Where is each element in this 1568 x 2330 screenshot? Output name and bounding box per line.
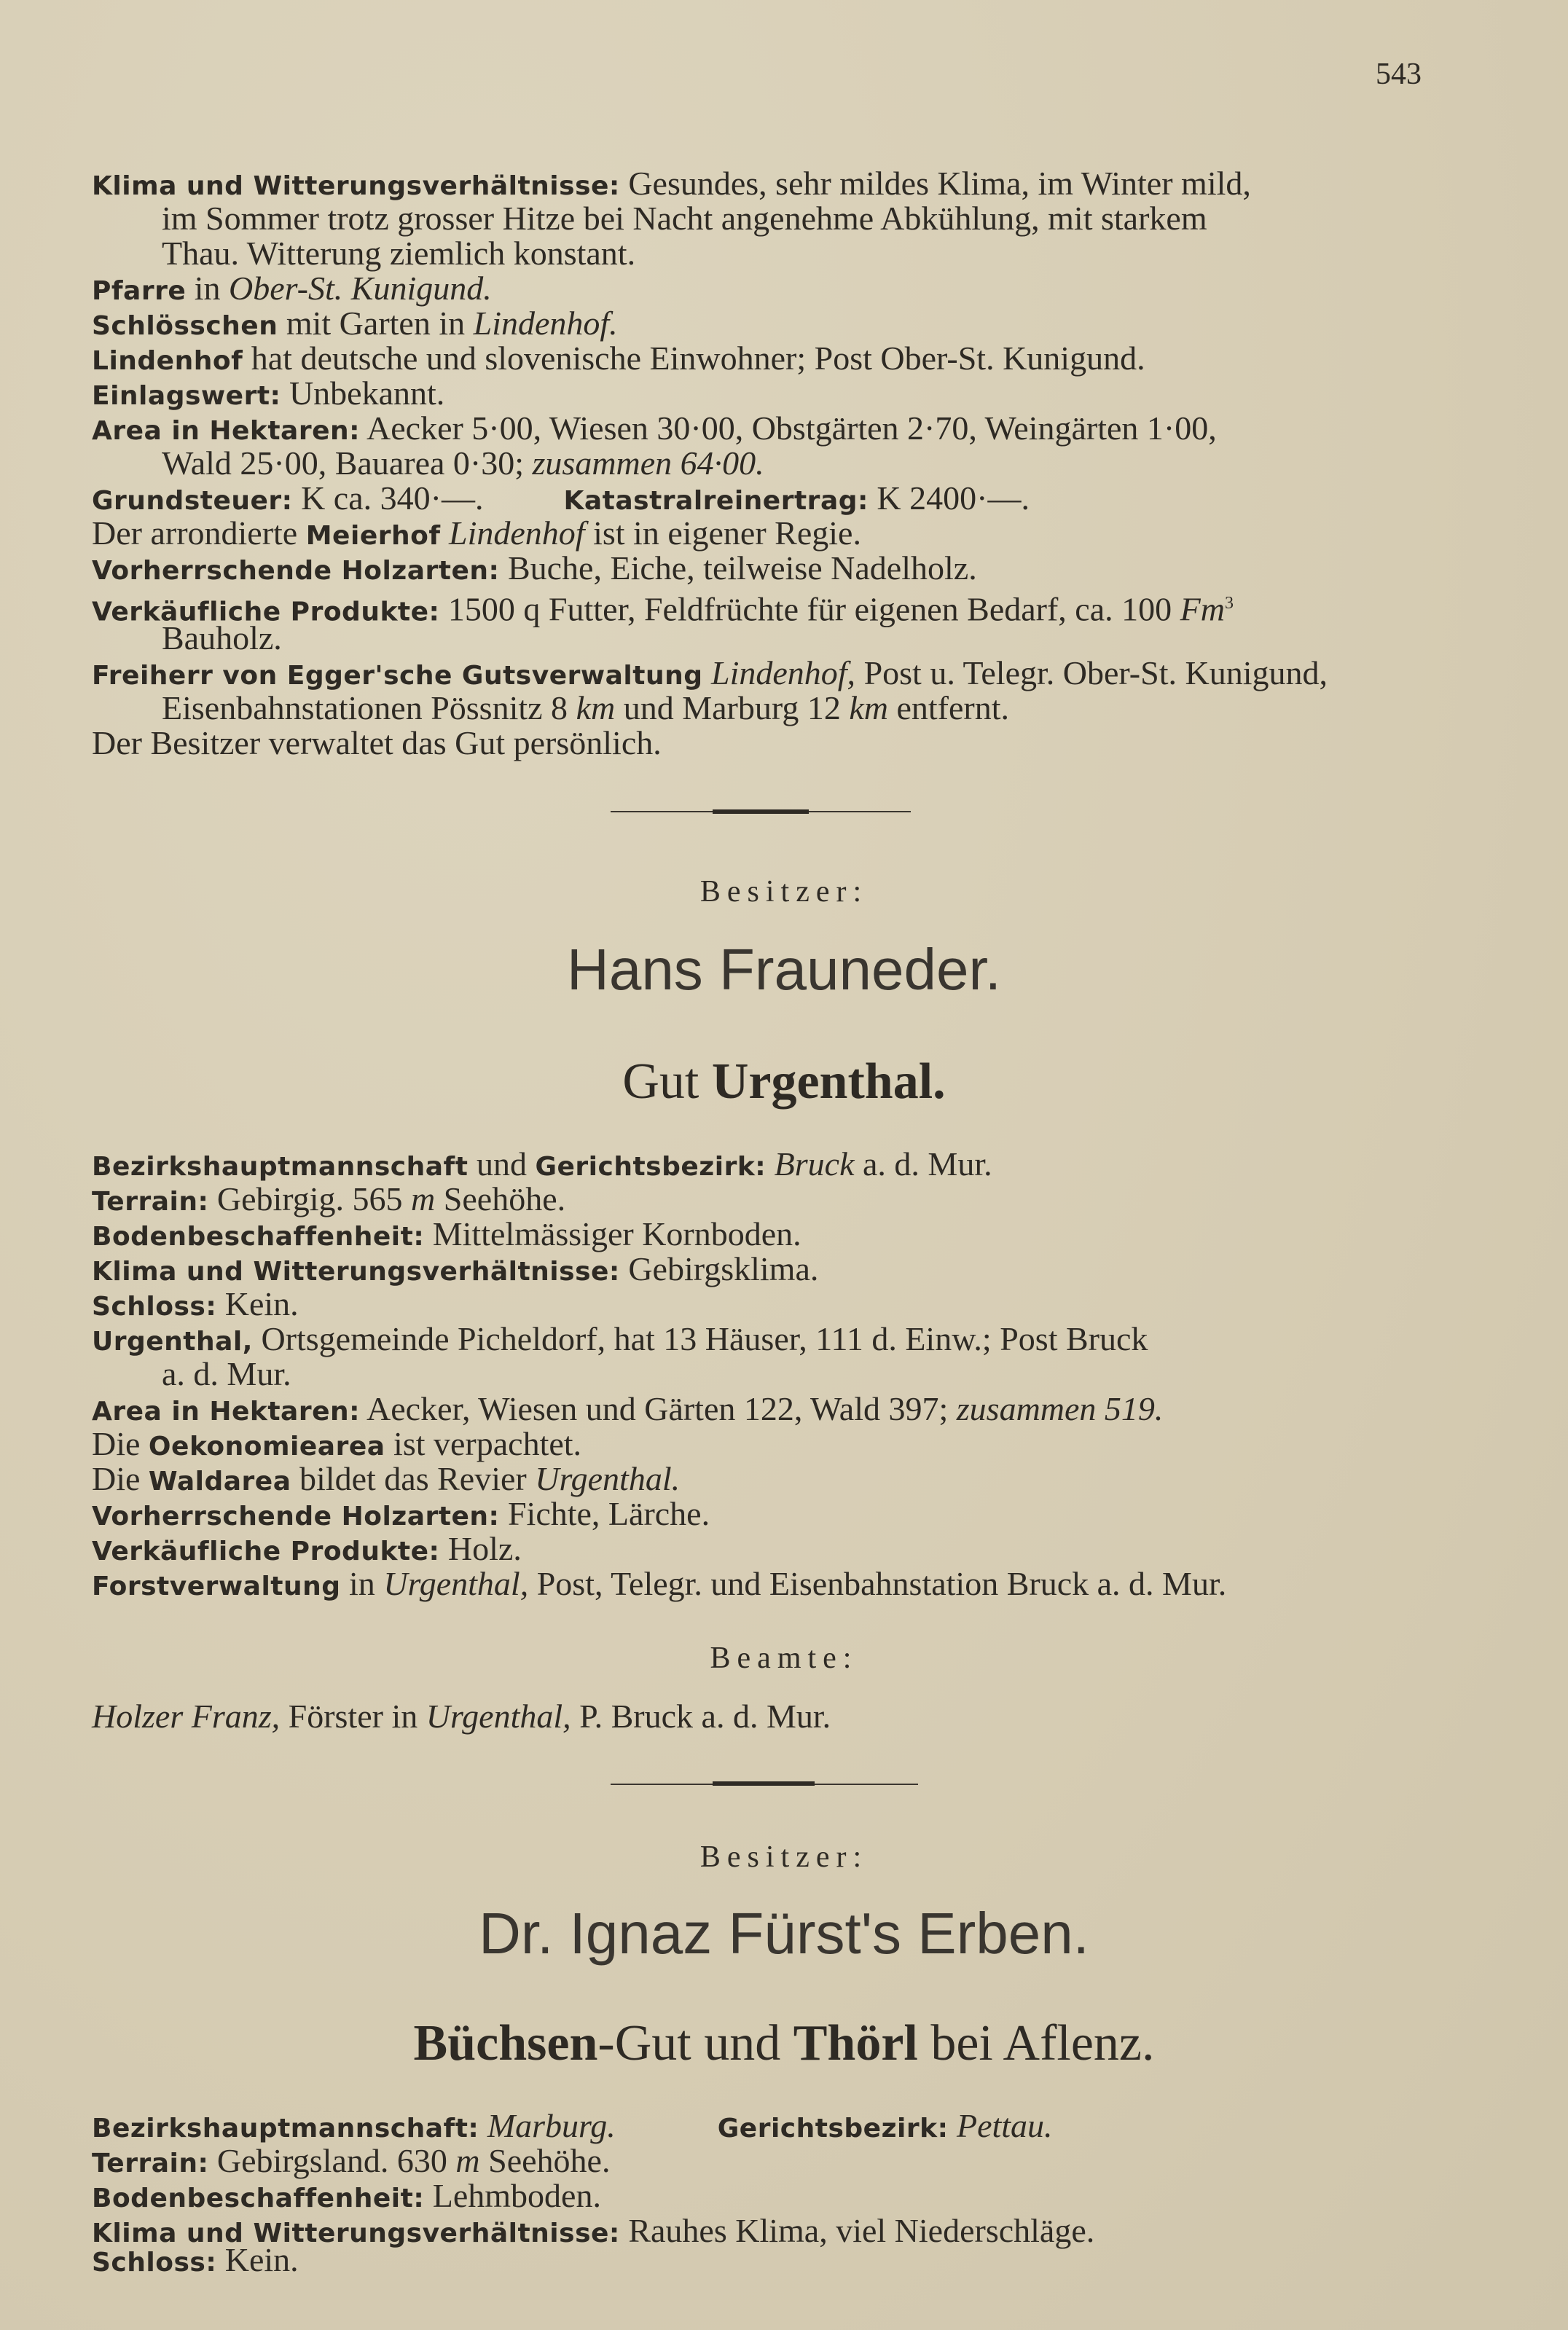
klima-line: Klima und Witterungsverhältnisse: Gebirgsklima.	[92, 1250, 819, 1287]
schloss-line: Schloss: Kein.	[92, 2241, 299, 2278]
besitzer-label: Besitzer:	[699, 875, 869, 909]
holzarten-line: Vorherrschende Holzarten: Buche, Eiche, teilweise Nadelholz.	[92, 549, 977, 587]
page-number: 543	[1376, 58, 1422, 91]
einlagswert-line: Einlagswert: Unbekannt.	[92, 374, 445, 412]
produkte-line: Verkäufliche Produkte: Holz.	[92, 1530, 522, 1567]
oekonomiearea-line: Die Oekonomiearea ist verpachtet.	[92, 1425, 582, 1462]
forstverwaltung-line: Forstverwaltung in Urgenthal, Post, Telegr. und Eisenbahnstation Bruck a. d. Mur.	[92, 1565, 1227, 1602]
owner-name: Hans Frauneder.	[567, 937, 1001, 1002]
terrain-line: Terrain: Gebirgsland. 630 m Seehöhe.	[92, 2142, 611, 2179]
schloesschen-line: Schlösschen mit Garten in Lindenhof.	[92, 305, 618, 342]
schloss-line: Schloss: Kein.	[92, 1285, 299, 1322]
estate-title: Gut Urgenthal.	[622, 1054, 946, 1110]
besitzer-label: Besitzer:	[699, 1840, 869, 1874]
owner-name: Dr. Ignaz Fürst's Erben.	[479, 1901, 1089, 1966]
lindenhof-line: Lindenhof hat deutsche und slovenische Einwohner; Post Ober-St. Kunigund.	[92, 340, 1145, 377]
beamte-label: Beamte:	[710, 1641, 858, 1675]
gutsverwaltung-line-2: Eisenbahnstationen Pössnitz 8 km und Marburg 12 km entfernt.	[162, 689, 1009, 726]
pfarre-line: Pfarre in Ober-St. Kunigund.	[92, 270, 492, 307]
klima-line: Klima und Witterungsverhältnisse: Rauhes Klima, viel Niederschläge.	[92, 2212, 1095, 2249]
klima-line-2: im Sommer trotz grosser Hitze bei Nacht angenehme Abkühlung, mit starkem	[162, 200, 1207, 237]
section-divider-center	[713, 809, 809, 814]
estate-title: Büchsen-Gut und Thörl bei Aflenz.	[413, 2015, 1155, 2071]
grundsteuer-line: Grundsteuer: K ca. 340·—. Katastralreinertrag: K 2400·—.	[92, 479, 1030, 517]
boden-line: Bodenbeschaffenheit: Lehmboden.	[92, 2177, 601, 2214]
besitzer-verwaltet-line: Der Besitzer verwaltet das Gut persönlich.	[92, 724, 662, 761]
section-divider-center	[713, 1781, 815, 1786]
klima-line-3: Thau. Witterung ziemlich konstant.	[162, 235, 636, 272]
beamte-entry: Holzer Franz, Förster in Urgenthal, P. Bruck a. d. Mur.	[92, 1698, 831, 1735]
produkte-line-2: Bauholz.	[162, 619, 282, 656]
urgenthal-line-1: Urgenthal, Ortsgemeinde Picheldorf, hat 13 Häuser, 111 d. Einw.; Post Bruck	[92, 1320, 1148, 1357]
bezirk-line: Bezirkshauptmannschaft und Gerichtsbezirk: Bruck a. d. Mur.	[92, 1145, 992, 1182]
area-line: Area in Hektaren: Aecker, Wiesen und Gärten 122, Wald 397; zusammen 519.	[92, 1390, 1164, 1427]
meierhof-line: Der arrondierte Meierhof Lindenhof ist in eigener Regie.	[92, 514, 861, 552]
urgenthal-line-2: a. d. Mur.	[162, 1355, 291, 1392]
boden-line: Bodenbeschaffenheit: Mittelmässiger Kornboden.	[92, 1215, 801, 1252]
holzarten-line: Vorherrschende Holzarten: Fichte, Lärche.	[92, 1495, 710, 1532]
terrain-line: Terrain: Gebirgig. 565 m Seehöhe.	[92, 1180, 566, 1217]
waldarea-line: Die Waldarea bildet das Revier Urgenthal.	[92, 1460, 681, 1497]
area-line-2: Wald 25·00, Bauarea 0·30; zusammen 64·00.	[162, 444, 764, 482]
area-line-1: Area in Hektaren: Aecker 5·00, Wiesen 30·00, Obstgärten 2·70, Weingärten 1·00,	[92, 409, 1217, 447]
gutsverwaltung-line-1: Freiherr von Egger'sche Gutsverwaltung Lindenhof, Post u. Telegr. Ober-St. Kunigund,	[92, 654, 1328, 691]
produkte-line-1: Verkäufliche Produkte: 1500 q Futter, Feldfrüchte für eigenen Bedarf, ca. 100 Fm$^3$	[92, 590, 1234, 628]
bezirk-line: Bezirkshauptmannschaft: Marburg. Gerichtsbezirk: Pettau.	[92, 2107, 1053, 2144]
klima-line-1: Klima und Witterungsverhältnisse: Gesundes, sehr mildes Klima, im Winter mild,	[92, 165, 1251, 202]
